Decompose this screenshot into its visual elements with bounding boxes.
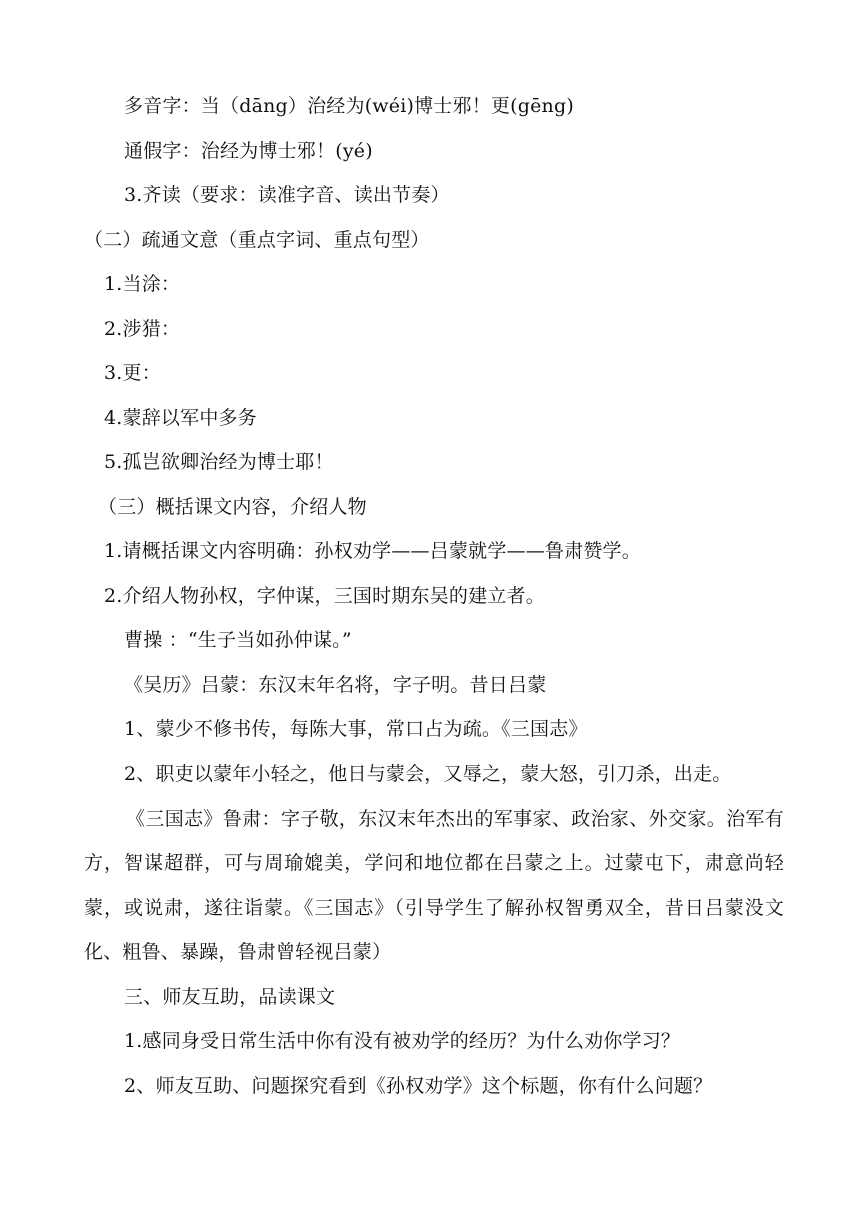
section-heading-three: 三、师友互助，品读课文 — [124, 986, 336, 1008]
vocab-item-1: 1.当涂： — [104, 273, 181, 295]
lumeng-fact-2: 2、职吏以蒙年小轻之，他日与蒙会，又辱之，蒙大怒，引刀杀，出走。 — [124, 763, 732, 785]
polyphonic-chars-line: 多音字：当（dāng）治经为(wéi)博士邪！更(gēng) — [124, 95, 574, 117]
caocao-quote-line: 曹操 ：“生子当如孙仲谋。” — [124, 629, 352, 651]
section-heading-2: （二）疏通文意（重点字词、重点句型） — [84, 229, 430, 251]
question-2-line: 2、师友互助、问题探究看到《孙权劝学》这个标题，你有什么问题？ — [124, 1075, 713, 1097]
lumeng-intro-line: 《吴历》吕蒙：东汉末年名将，字子明。昔日吕蒙 — [124, 674, 547, 696]
section-heading-3: （三）概括课文内容，介绍人物 — [98, 496, 367, 518]
interchangeable-char-line: 通假字：治经为博士邪！(yé) — [124, 140, 373, 162]
lumeng-fact-1: 1、蒙少不修书传，每陈大事，常口占为疏。《三国志》 — [124, 718, 588, 740]
vocab-item-3: 3.更： — [104, 362, 161, 384]
question-1-line: 1.感同身受日常生活中你有没有被劝学的经历？为什么劝你学习？ — [124, 1030, 681, 1052]
vocab-item-2: 2.涉猎： — [104, 318, 181, 340]
summary-line: 1.请概括课文内容明确：孙权劝学——吕蒙就学——鲁肃赞学。 — [104, 540, 641, 562]
sunquan-intro-line: 2.介绍人物孙权，字仲谋，三国时期东吴的建立者。 — [104, 585, 545, 607]
vocab-item-5: 5.孤岂欲卿治经为博士耶！ — [104, 451, 334, 473]
vocab-item-4: 4.蒙辞以军中多务 — [104, 407, 257, 429]
read-aloud-line: 3.齐读（要求：读准字音、读出节奏） — [124, 184, 450, 206]
lusu-paragraph: 《三国志》鲁肃：字子敬，东汉末年杰出的军事家、政治家、外交家。治军有方，智谋超群，可与周瑜媲美，学问和地位都在吕蒙之上。过蒙屯下，肃意尚轻蒙，或说肃，遂往诣蒙。《三国志》（引导学生了解孙权智勇双全，昔日吕蒙没文化、粗鲁、暴躁，鲁肃曾轻视吕蒙） — [84, 808, 784, 964]
